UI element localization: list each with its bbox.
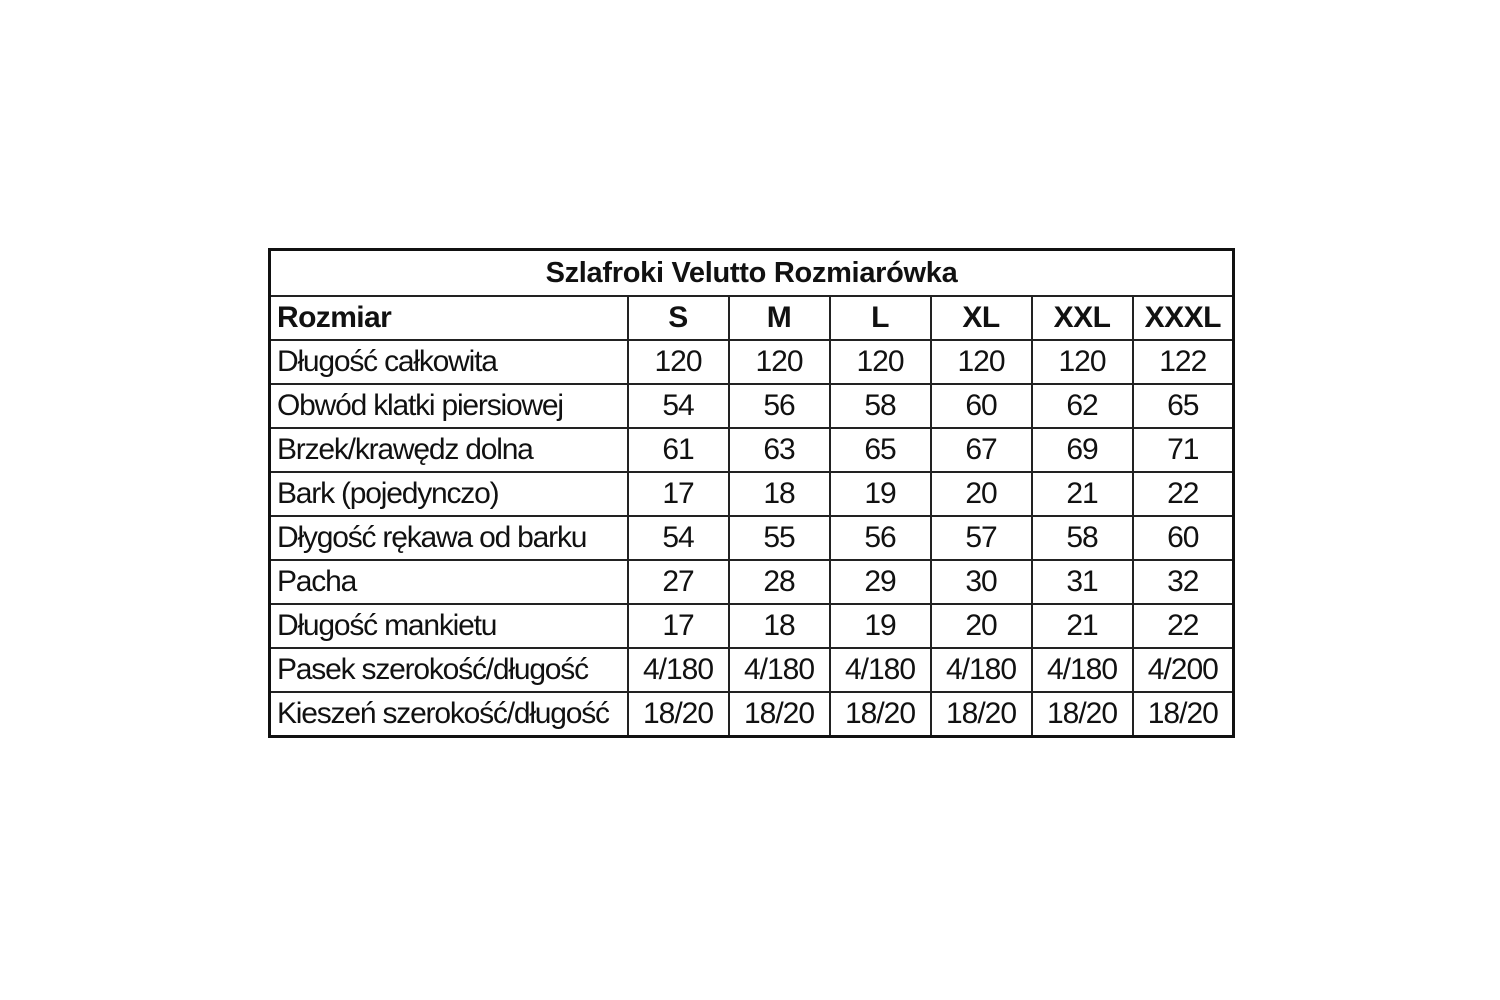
measurement-value: 4/200 <box>1133 648 1234 692</box>
measurement-value: 4/180 <box>830 648 931 692</box>
measurement-value: 69 <box>1032 428 1133 472</box>
measurement-value: 4/180 <box>729 648 830 692</box>
measurement-value: 19 <box>830 604 931 648</box>
measurement-label: Brzek/krawędz dolna <box>270 428 628 472</box>
measurement-value: 21 <box>1032 604 1133 648</box>
measurement-label: Długość mankietu <box>270 604 628 648</box>
measurement-value: 56 <box>830 516 931 560</box>
measurement-value: 67 <box>931 428 1032 472</box>
measurement-label: Pacha <box>270 560 628 604</box>
measurement-value: 65 <box>830 428 931 472</box>
measurement-value: 60 <box>931 384 1032 428</box>
measurement-value: 17 <box>628 472 729 516</box>
table-row <box>270 560 1234 604</box>
table-row <box>270 648 1234 692</box>
measurement-value: 17 <box>628 604 729 648</box>
measurement-value: 54 <box>628 384 729 428</box>
measurement-value: 27 <box>628 560 729 604</box>
measurement-value: 18/20 <box>1133 692 1234 737</box>
table-title: Szlafroki Velutto Rozmiarówka <box>270 250 1234 297</box>
measurement-value: 29 <box>830 560 931 604</box>
measurement-value: 55 <box>729 516 830 560</box>
table-row <box>270 384 1234 428</box>
measurement-value: 65 <box>1133 384 1234 428</box>
size-chart-table <box>268 248 1235 738</box>
measurement-value: 57 <box>931 516 1032 560</box>
measurement-value: 21 <box>1032 472 1133 516</box>
table-row <box>270 604 1234 648</box>
measurement-value: 22 <box>1133 604 1234 648</box>
measurement-value: 58 <box>830 384 931 428</box>
measurements-body <box>270 340 1234 737</box>
measurement-value: 61 <box>628 428 729 472</box>
measurement-label: Długość całkowita <box>270 340 628 384</box>
measurement-value: 19 <box>830 472 931 516</box>
measurement-value: 18/20 <box>1032 692 1133 737</box>
table-row <box>270 692 1234 737</box>
measurement-value: 4/180 <box>931 648 1032 692</box>
measurement-value: 30 <box>931 560 1032 604</box>
measurement-value: 18/20 <box>729 692 830 737</box>
size-header-label: Rozmiar <box>270 296 628 340</box>
measurement-value: 20 <box>931 472 1032 516</box>
measurement-label: Dłygość rękawa od barku <box>270 516 628 560</box>
measurement-value: 60 <box>1133 516 1234 560</box>
measurement-value: 18 <box>729 472 830 516</box>
table-row <box>270 472 1234 516</box>
measurement-value: 18/20 <box>830 692 931 737</box>
size-column-xl: XL <box>931 296 1032 340</box>
measurement-value: 18/20 <box>628 692 729 737</box>
measurement-value: 56 <box>729 384 830 428</box>
measurement-value: 31 <box>1032 560 1133 604</box>
size-header-row <box>270 296 1234 340</box>
size-column-xxl: XXL <box>1032 296 1133 340</box>
size-column-s: S <box>628 296 729 340</box>
size-column-xxxl: XXXL <box>1133 296 1234 340</box>
measurement-value: 120 <box>1032 340 1133 384</box>
measurement-value: 58 <box>1032 516 1133 560</box>
table-row <box>270 516 1234 560</box>
measurement-value: 122 <box>1133 340 1234 384</box>
measurement-value: 18 <box>729 604 830 648</box>
measurement-value: 22 <box>1133 472 1234 516</box>
measurement-value: 18/20 <box>931 692 1032 737</box>
measurement-value: 71 <box>1133 428 1234 472</box>
title-row <box>270 250 1234 297</box>
measurement-value: 120 <box>931 340 1032 384</box>
measurement-value: 20 <box>931 604 1032 648</box>
measurement-value: 120 <box>729 340 830 384</box>
measurement-value: 28 <box>729 560 830 604</box>
size-column-l: L <box>830 296 931 340</box>
measurement-label: Bark (pojedynczo) <box>270 472 628 516</box>
measurement-value: 54 <box>628 516 729 560</box>
measurement-label: Kieszeń szerokość/długość <box>270 692 628 737</box>
size-column-m: M <box>729 296 830 340</box>
table-row <box>270 340 1234 384</box>
measurement-value: 32 <box>1133 560 1234 604</box>
measurement-value: 63 <box>729 428 830 472</box>
measurement-value: 62 <box>1032 384 1133 428</box>
measurement-value: 120 <box>830 340 931 384</box>
measurement-value: 4/180 <box>1032 648 1133 692</box>
measurement-value: 4/180 <box>628 648 729 692</box>
table-row <box>270 428 1234 472</box>
measurement-value: 120 <box>628 340 729 384</box>
measurement-label: Obwód klatki piersiowej <box>270 384 628 428</box>
measurement-label: Pasek szerokość/długość <box>270 648 628 692</box>
